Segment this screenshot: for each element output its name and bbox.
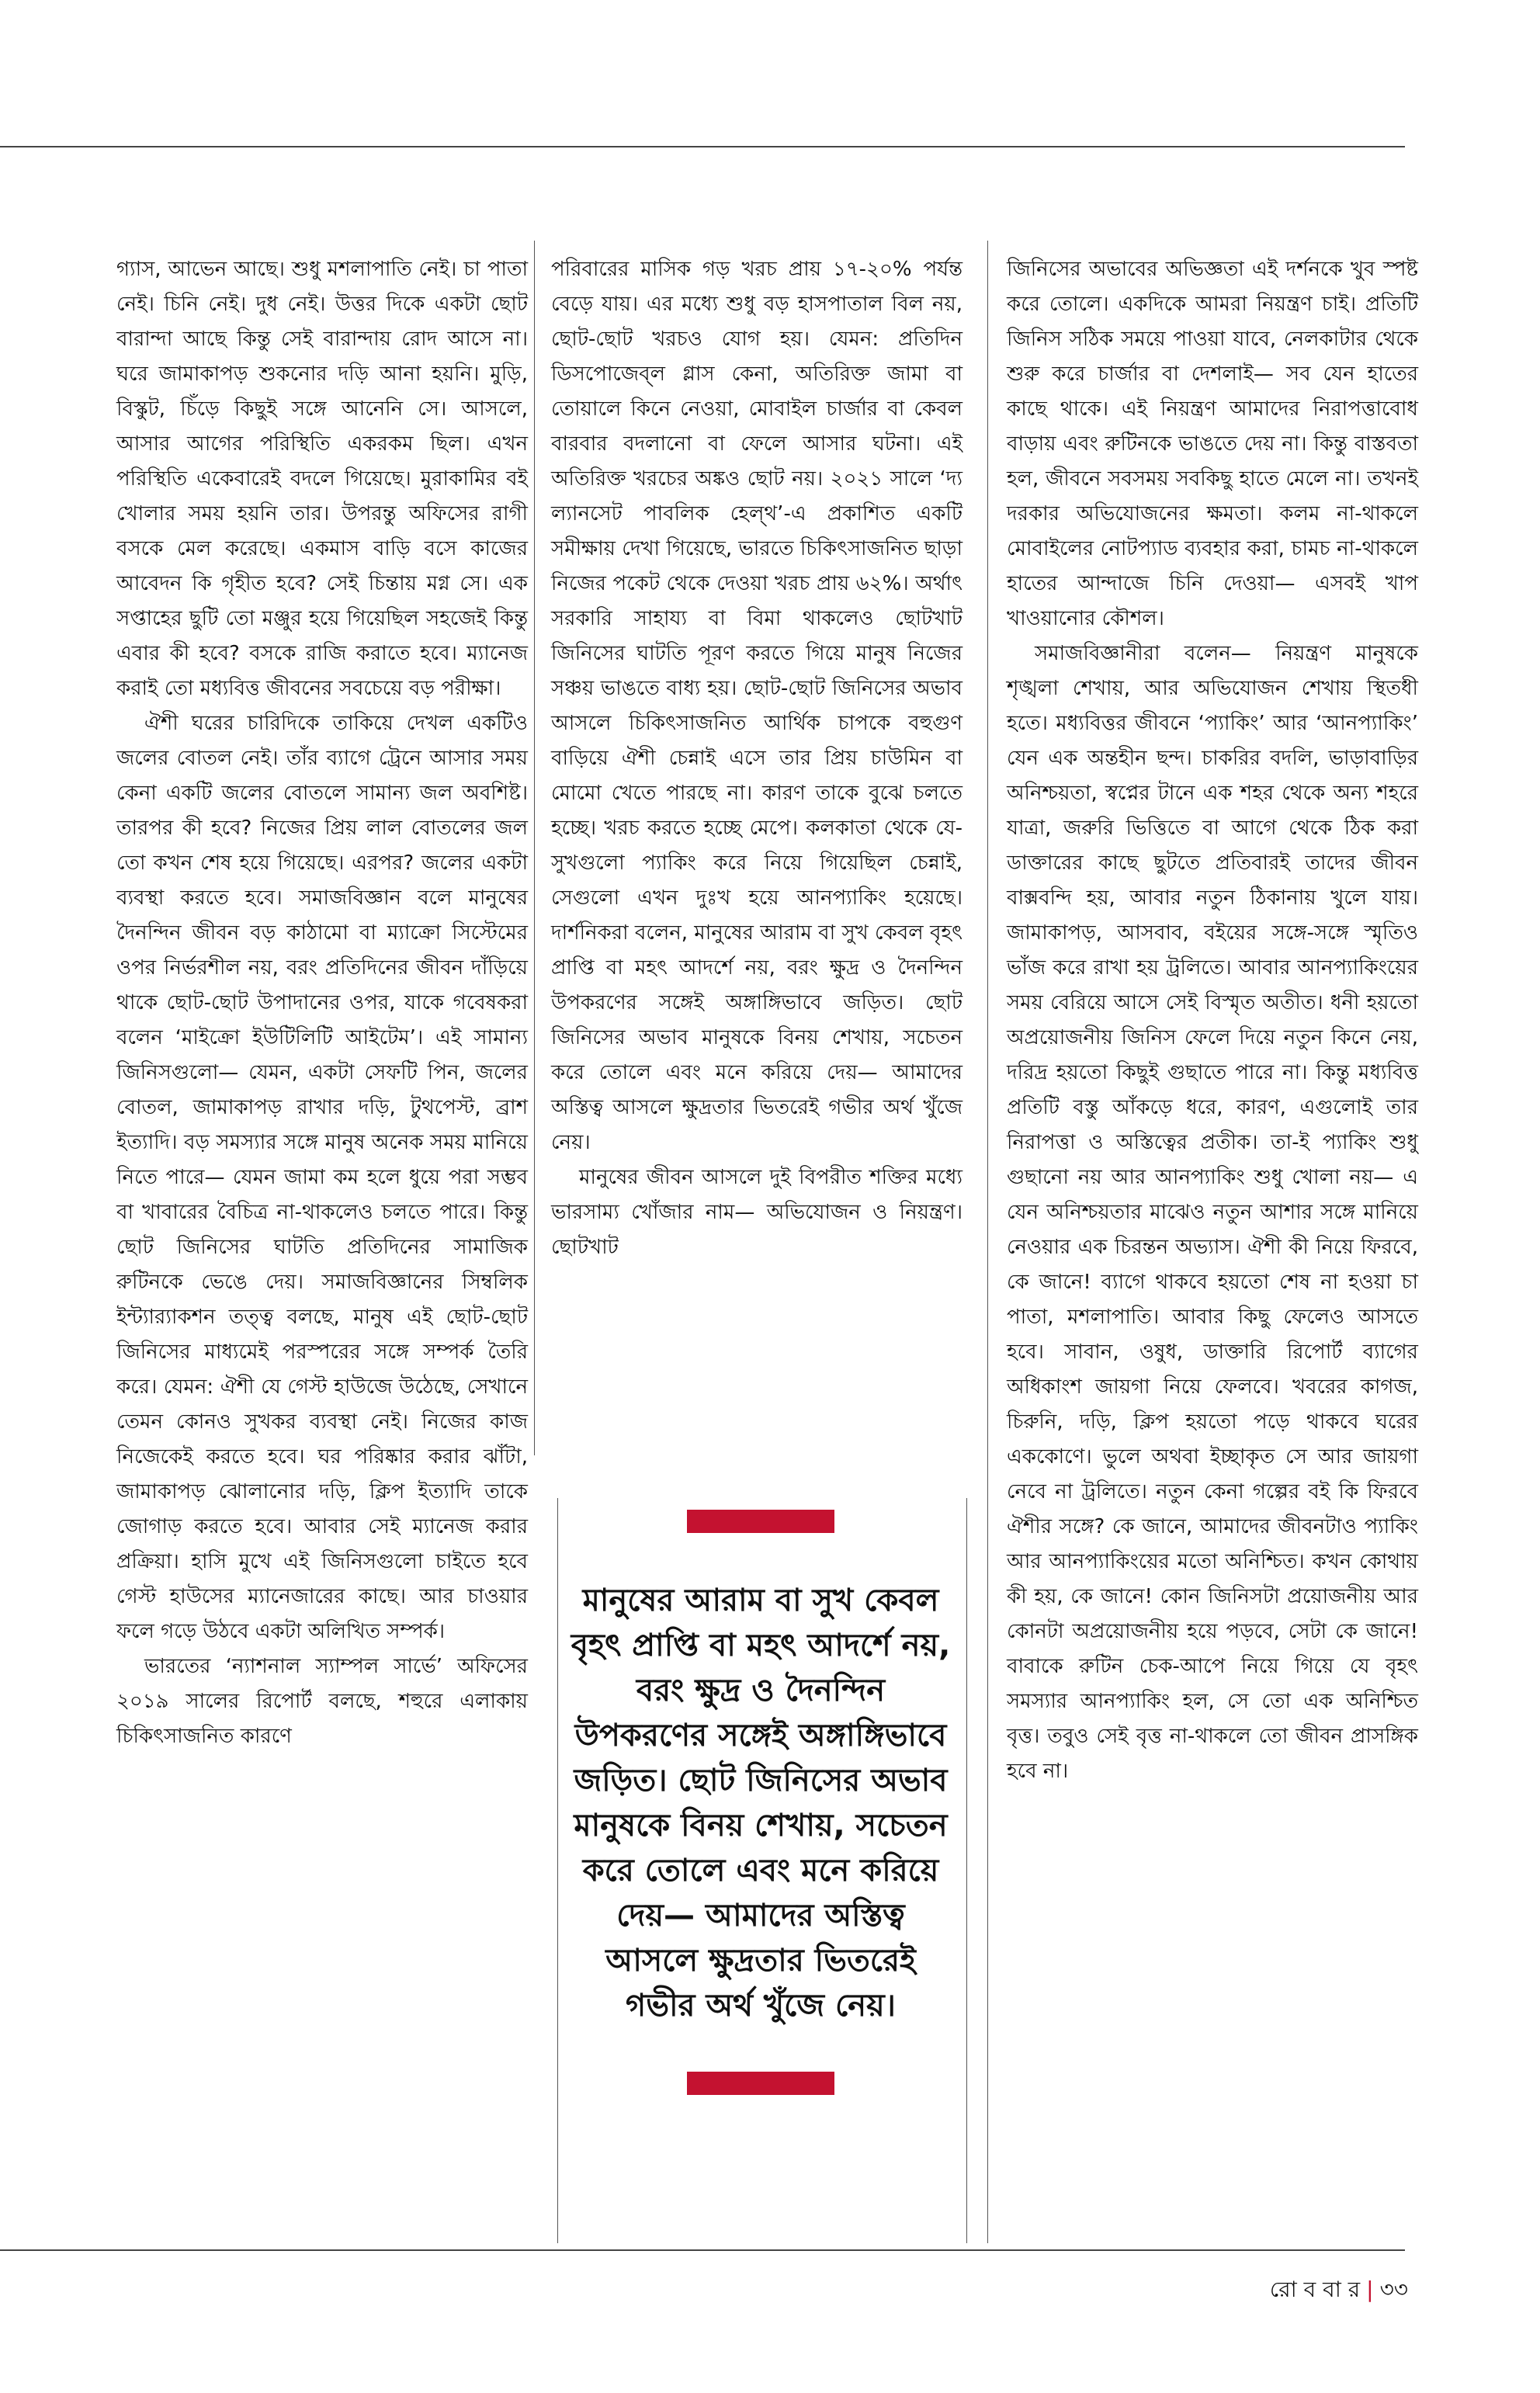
page-number: ৩৩	[1379, 2277, 1408, 2302]
column-divider-1	[534, 241, 535, 1455]
article-column-2	[551, 252, 962, 1265]
pull-quote-bar-top	[687, 1510, 834, 1533]
article-column-3	[1007, 252, 1418, 1789]
paragraph: সমাজবিজ্ঞানীরা বলেন— নিয়ন্ত্রণ মানুষকে শৃঙ্খলা শেখায়, আর অভিযোজন শেখায় স্থিতধী হতে। মধ্যবিত্তর জীবনে ‘প্যাকিং’ আর ‘আনপ্যাকিং’ যেন এক অন্তহীন ছন্দ। চাকরির বদলি, ভাড়াবাড়ির অনিশ্চয়তা, স্বপ্নের টানে এক শহর থেকে অন্য শহরে যাত্রা, জরুরি ভিত্তিতে বা আগে থেকে ঠিক করা ডাক্তারের কাছে ছুটতে প্রতিবারই তাদের জীবন বাক্সবন্দি হয়, আবার নতুন ঠিকানায় খুলে যায়। জামাকাপড়, আসবাব, বইয়ের সঙ্গে-সঙ্গে স্মৃতিও ভাঁজ করে রাখা হয় ট্রলিতে। আবার আনপ্যাকিংয়ের সময় বেরিয়ে আসে সেই বিস্মৃত অতীত। ধনী হয়তো অপ্রয়োজনীয় জিনিস ফেলে দিয়ে নতুন কিনে নেয়, দরিদ্র হয়তো কিছুই গুছাতে পারে না। কিন্তু মধ্যবিত্ত প্রতিটি বস্তু আঁকড়ে ধরে, কারণ, এগুলোই তার নিরাপত্তা ও অস্তিত্বের প্রতীক। তা-ই প্যাকিং শুধু গুছানো নয় আর আনপ্যাকিং শুধু খোলা নয়— এ যেন অনিশ্চয়তার মাঝেও নতুন আশার সঙ্গে মানিয়ে নেওয়ার এক চিরন্তন অভ্যাস। ঐশী কী নিয়ে ফিরবে, কে জানে! ব্যাগে থাকবে হয়তো শেষ না হওয়া চা পাতা, মশলাপাতি। আবার কিছু ফেলেও আসতে হবে। সাবান, ওষুধ, ডাক্তারি রিপোর্ট ব্যাগের অধিকাংশ জায়গা নিয়ে ফেলবে। খবরের কাগজ, চিরুনি, দড়ি, ক্লিপ হয়তো পড়ে থাকবে ঘরের এককোণে। ভুলে অথবা ইচ্ছাকৃত সে আর জায়গা নেবে না ট্রলিতে। নতুন কেনা গল্পের বই কি ফিরবে ঐশীর সঙ্গে? কে জানে, আমাদের জীবনটাও প্যাকিং আর আনপ্যাকিংয়ের মতো অনিশ্চিত। কখন কোথায় কী হয়, কে জানে! কোন জিনিসটা প্রয়োজনীয় আর কোনটা অপ্রয়োজনীয় হয়ে পড়বে, সেটা কে জানে! বাবাকে রুটিন চেক-আপে নিয়ে গিয়ে যে বৃহৎ সমস্যার আনপ্যাকিং হল, সে তো এক অনিশ্চিত বৃত্ত। তবুও সেই বৃত্ত না-থাকলে তো জীবন প্রাসঙ্গিক হবে না।	[1007, 642, 1418, 1783]
column-divider-2-lower	[966, 1498, 967, 2243]
pull-quote	[567, 1510, 955, 2095]
page-footer	[1270, 2273, 1408, 2309]
column-divider-1-lower	[557, 1498, 558, 2243]
magazine-name: রো ব বা র	[1269, 2277, 1361, 2302]
pull-quote-bar-bottom	[687, 2072, 834, 2095]
article-column-1	[116, 252, 528, 1754]
paragraph: ঐশী ঘরের চারিদিকে তাকিয়ে দেখল একটিও জলের বোতল নেই। তাঁর ব্যাগে ট্রেনে আসার সময় কেনা একটি জলের বোতলে সামান্য জল অবশিষ্ট। তারপর কী হবে? নিজের প্রিয় লাল বোতলের জল তো কখন শেষ হয়ে গিয়েছে। এরপর? জলের একটা ব্যবস্থা করতে হবে। সমাজবিজ্ঞান বলে মানুষের দৈনন্দিন জীবন বড় কাঠামো বা ম্যাক্রো সিস্টেমের ওপর নির্ভরশীল নয়, বরং প্রতিদিনের জীবন দাঁড়িয়ে থাকে ছোট-ছোট উপাদানের ওপর, যাকে গবেষকরা বলেন ‘মাইক্রো ইউটিলিটি আইটেম’। এই সামান্য জিনিসগুলো— যেমন, একটা সেফটি পিন, জলের বোতল, জামাকাপড় রাখার দড়ি, টুথপেস্ট, ব্রাশ ইত্যাদি। বড় সমস্যার সঙ্গে মানুষ অনেক সময় মানিয়ে নিতে পারে— যেমন জামা কম হলে ধুয়ে পরা সম্ভব বা খাবারের বৈচিত্র না-থাকলেও চলতে পারে। কিন্তু ছোট জিনিসের ঘাটতি প্রতিদিনের সামাজিক রুটিনকে ভেঙে দেয়। সমাজবিজ্ঞানের সিম্বলিক ইন্ট্যার‍্যাকশন তত্ত্ব বলছে, মানুষ এই ছোট-ছোট জিনিসের মাধ্যমেই পরস্পরের সঙ্গে সম্পর্ক তৈরি করে। যেমন: ঐশী যে গেস্ট হাউজে উঠেছে, সেখানে তেমন কোনও সুখকর ব্যবস্থা নেই। নিজের কাজ নিজেকেই করতে হবে। ঘর পরিষ্কার করার ঝাঁটা, জামাকাপড় ঝোলানোর দড়ি, ক্লিপ ইত্যাদি তাকে জোগাড় করতে হবে। আবার সেই ম্যানেজ করার প্রক্রিয়া। হাসি মুখে এই জিনিসগুলো চাইতে হবে গেস্ট হাউসের ম্যানেজারের কাছে। আর চাওয়ার ফলে গড়ে উঠবে একটা অলিখিত সম্পর্ক।	[116, 712, 528, 1643]
paragraph: ভারতের ‘ন্যাশনাল স্যাম্পল সার্ভে’ অফিসের ২০১৯ সালের রিপোর্ট বলছে, শহুরে এলাকায় চিকিৎসাজনিত কারণে	[116, 1655, 528, 1748]
column-divider-2	[987, 241, 988, 2243]
top-rule	[0, 146, 1405, 147]
bottom-rule	[0, 2249, 1405, 2251]
paragraph: পরিবারের মাসিক গড় খরচ প্রায় ১৭-২০% পর্যন্ত বেড়ে যায়। এর মধ্যে শুধু বড় হাসপাতাল বিল নয়, ছোট-ছোট খরচও যোগ হয়। যেমন: প্রতিদিন ডিসপোজেব্‌ল গ্লাস কেনা, অতিরিক্ত জামা বা তোয়ালে কিনে নেওয়া, মোবাইল চার্জার বা কেবল বারবার বদলানো বা ফেলে আসার ঘটনা। এই অতিরিক্ত খরচের অঙ্কও ছোট নয়। ২০২১ সালে ‘দ্য ল্যানসেট পাবলিক হেল্থ’-এ প্রকাশিত একটি সমীক্ষায় দেখা গিয়েছে, ভারতে চিকিৎসাজনিত ছাড়া নিজের পকেট থেকে দেওয়া খরচ প্রায় ৬২%। অর্থাৎ সরকারি সাহায্য বা বিমা থাকলেও ছোটখাট জিনিসের ঘাটতি পূরণ করতে গিয়ে মানুষ নিজের সঞ্চয় ভাঙতে বাধ্য হয়। ছোট-ছোট জিনিসের অভাব আসলে চিকিৎসাজনিত আর্থিক চাপকে বহুগুণ বাড়িয়ে ঐশী চেন্নাই এসে তার প্রিয় চাউমিন বা মোমো খেতে পারছে না। কারণ তাকে বুঝে চলতে হচ্ছে। খরচ করতে হচ্ছে মেপে। কলকাতা থেকে যে-সুখগুলো প্যাকিং করে নিয়ে গিয়েছিল চেন্নাই, সেগুলো এখন দুঃখ হয়ে আনপ্যাকিং হয়েছে। দার্শনিকরা বলেন, মানুষের আরাম বা সুখ কেবল বৃহৎ প্রাপ্তি বা মহৎ আদর্শে নয়, বরং ক্ষুদ্র ও দৈনন্দিন উপকরণের সঙ্গেই অঙ্গাঙ্গিভাবে জড়িত। ছোট জিনিসের অভাব মানুষকে বিনয় শেখায়, সচেতন করে তোলে এবং মনে করিয়ে দেয়— আমাদের অস্তিত্ব আসলে ক্ষুদ্রতার ভিতরেই গভীর অর্থ খুঁজে নেয়।	[551, 258, 962, 1154]
paragraph: জিনিসের অভাবের অভিজ্ঞতা এই দর্শনকে খুব স্পষ্ট করে তোলে। একদিকে আমরা নিয়ন্ত্রণ চাই। প্রতিটি জিনিস সঠিক সময়ে পাওয়া যাবে, নেলকাটার থেকে শুরু করে চার্জার বা দেশলাই— সব যেন হাতের কাছে থাকে। এই নিয়ন্ত্রণ আমাদের নিরাপত্তাবোধ বাড়ায় এবং রুটিনকে ভাঙতে দেয় না। কিন্তু বাস্তবতা হল, জীবনে সবসময় সবকিছু হাতে মেলে না। তখনই দরকার অভিযোজনের ক্ষমতা। কলম না-থাকলে মোবাইলের নোটপ্যাড ব্যবহার করা, চামচ না-থাকলে হাতের আন্দাজে চিনি দেওয়া— এসবই খাপ খাওয়ানোর কৌশল।	[1007, 258, 1418, 630]
pull-quote-text: মানুষের আরাম বা সুখ কেবল বৃহৎ প্রাপ্তি বা মহৎ আদর্শে নয়, বরং ক্ষুদ্র ও দৈনন্দিন উপকরণের সঙ্গেই অঙ্গাঙ্গিভাবে জড়িত। ছোট জিনিসের অভাব মানুষকে বিনয় শেখায়, সচেতন করে তোলে এবং মনে করিয়ে দেয়— আমাদের অস্তিত্ব আসলে ক্ষুদ্রতার ভিতরেই গভীর অর্থ খুঁজে নেয়।	[571, 1583, 951, 2024]
paragraph: মানুষের জীবন আসলে দুই বিপরীত শক্তির মধ্যে ভারসাম্য খোঁজার নাম— অভিযোজন ও নিয়ন্ত্রণ। ছোটখাট	[551, 1166, 962, 1259]
footer-separator: |	[1366, 2277, 1374, 2302]
paragraph: গ্যাস, আভেন আছে। শুধু মশলাপাতি নেই। চা পাতা নেই। চিনি নেই। দুধ নেই। উত্তর দিকে একটা ছোট বারান্দা আছে কিন্তু সেই বারান্দায় রোদ আসে না। ঘরে জামাকাপড় শুকনোর দড়ি আনা হয়নি। মুড়ি, বিস্কুট, চিঁড়ে কিছুই সঙ্গে আনেনি সে। আসলে, আসার আগের পরিস্থিতি একরকম ছিল। এখন পরিস্থিতি একেবারেই বদলে গিয়েছে। মুরাকামির বই খোলার সময় হয়নি তার। উপরন্তু অফিসের রাগী বসকে মেল করেছে। একমাস বাড়ি বসে কাজের আবেদন কি গৃহীত হবে? সেই চিন্তায় মগ্ন সে। এক সপ্তাহের ছুটি তো মঞ্জুর হয়ে গিয়েছিল সহজেই কিন্তু এবার কী হবে? বসকে রাজি করাতে হবে। ম্যানেজ করাই তো মধ্যবিত্ত জীবনের সবচেয়ে বড় পরীক্ষা।	[116, 258, 528, 700]
